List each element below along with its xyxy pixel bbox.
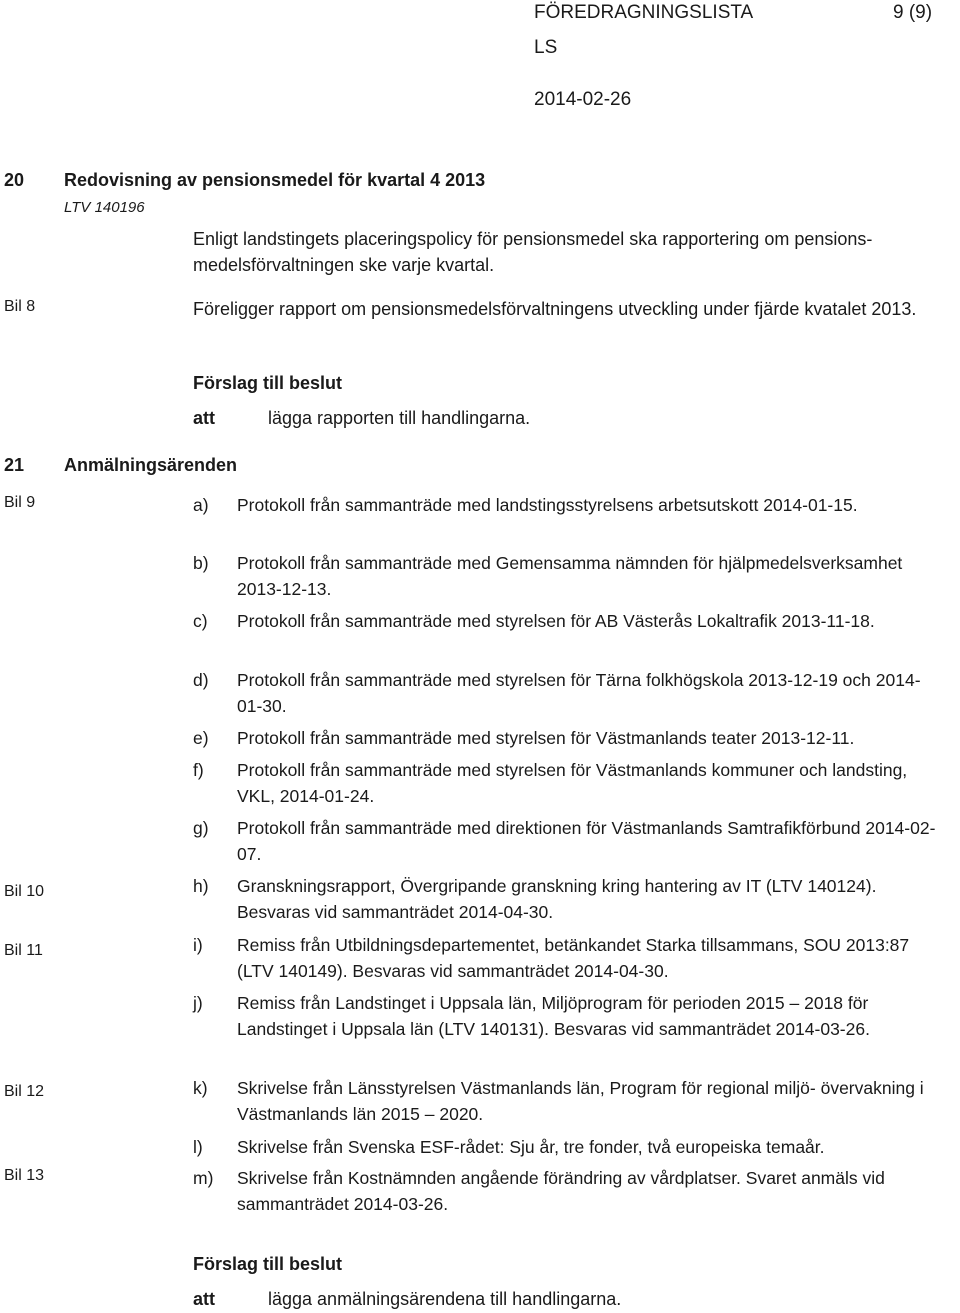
section-21-att: att — [193, 1289, 215, 1309]
bil-10-label: Bil 10 — [4, 883, 45, 900]
list-item-text: Protokoll från sammanträde med styrelsen för Tärna folkhögskola 2013-12-19 och 2014-01-30. — [237, 670, 921, 716]
section-21-decision: lägga anmälningsärendena till handlingarna. — [268, 1289, 622, 1309]
list-item-text: Remiss från Utbildningsdepartementet, betänkandet Starka tillsammans, SOU 2013:87 (LTV 140149). Besvaras vid sammanträdet 2014-04-30. — [237, 935, 910, 981]
section-21-number: 21 — [4, 455, 25, 475]
section-20-decision: lägga rapporten till handlingarna. — [268, 408, 531, 428]
section-20-number: 20 — [4, 170, 25, 190]
list-item-letter: b) — [193, 553, 209, 573]
list-item-letter: l) — [193, 1137, 203, 1157]
list-item-text: Protokoll från sammanträde med landstingsstyrelsens arbetsutskott 2014-01-15. — [237, 495, 858, 515]
section-20-ref: LTV 140196 — [64, 199, 145, 216]
bil-12-label: Bil 12 — [4, 1083, 45, 1100]
list-item-text: Skrivelse från Kostnämnden angående förändring av vårdplatser. Svaret anmäls vid sammanträdet 2014-03-26. — [237, 1168, 885, 1214]
section-20-paragraph-2: Föreligger rapport om pensionsmedelsförvaltningens utveckling under fjärde kvatalet 2013. — [193, 299, 917, 319]
list-item-text: Protokoll från sammanträde med styrelsen för AB Västerås Lokaltrafik 2013-11-18. — [237, 611, 875, 631]
list-item-text: Skrivelse från Länsstyrelsen Västmanlands län, Program för regional miljö- övervakning i Västmanlands län 2015 – 2020. — [237, 1078, 924, 1124]
section-20-paragraph-1: Enligt landstingets placeringspolicy för pensionsmedel ska rapportering om pensions- medelsförvaltningen ske varje kvartal. — [193, 229, 873, 275]
bil-9-label: Bil 9 — [4, 494, 36, 511]
list-item-text: Skrivelse från Svenska ESF-rådet: Sju år, tre fonder, två europeiska temaår. — [237, 1137, 825, 1157]
list-item-text: Granskningsrapport, Övergripande granskning kring hantering av IT (LTV 140124). Besvaras vid sammanträdet 2014-04-30. — [237, 876, 877, 922]
section-20-att: att — [193, 408, 215, 428]
section-20-proposal-heading: Förslag till beslut — [193, 373, 343, 393]
document-date: 2014-02-26 — [534, 89, 632, 110]
list-item-letter: k) — [193, 1078, 208, 1098]
bil-11-label: Bil 11 — [4, 942, 43, 959]
document-type: FÖREDRAGNINGSLISTA — [534, 2, 754, 23]
list-item-letter: g) — [193, 818, 209, 838]
list-item-letter: a) — [193, 495, 209, 515]
list-item-letter: j) — [193, 993, 203, 1013]
section-20-title: Redovisning av pensionsmedel för kvartal 4 2013 — [64, 170, 486, 190]
list-item-text: Protokoll från sammanträde med styrelsen för Västmanlands teater 2013-12-11. — [237, 728, 855, 748]
list-item-letter: d) — [193, 670, 209, 690]
list-item-letter: i) — [193, 935, 203, 955]
list-item-letter: f) — [193, 760, 204, 780]
list-item-text: Protokoll från sammanträde med direktionen för Västmanlands Samtrafikförbund 2014-02-07. — [237, 818, 936, 864]
section-21-title: Anmälningsärenden — [64, 455, 238, 475]
page-number: 9 (9) — [893, 2, 933, 23]
list-item-letter: m) — [193, 1168, 214, 1188]
list-item-text: Remiss från Landstinget i Uppsala län, Miljöprogram för perioden 2015 – 2018 för Landstinget i Uppsala län (LTV 140131). Besvaras vid sammanträdet 2014-03-26. — [237, 993, 870, 1039]
list-item-letter: c) — [193, 611, 208, 631]
list-item-text: Protokoll från sammanträde med styrelsen för Västmanlands kommuner och landsting, VKL, 2014-01-24. — [237, 760, 908, 806]
list-item-letter: h) — [193, 876, 209, 896]
bil-13-label: Bil 13 — [4, 1167, 45, 1184]
section-21-proposal-heading: Förslag till beslut — [193, 1254, 343, 1274]
author-initials: LS — [534, 37, 558, 58]
bil-8-label: Bil 8 — [4, 298, 36, 315]
list-item-text: Protokoll från sammanträde med Gemensamma nämnden för hjälpmedelsverksamhet 2013-12-13. — [237, 553, 903, 599]
list-item-letter: e) — [193, 728, 209, 748]
